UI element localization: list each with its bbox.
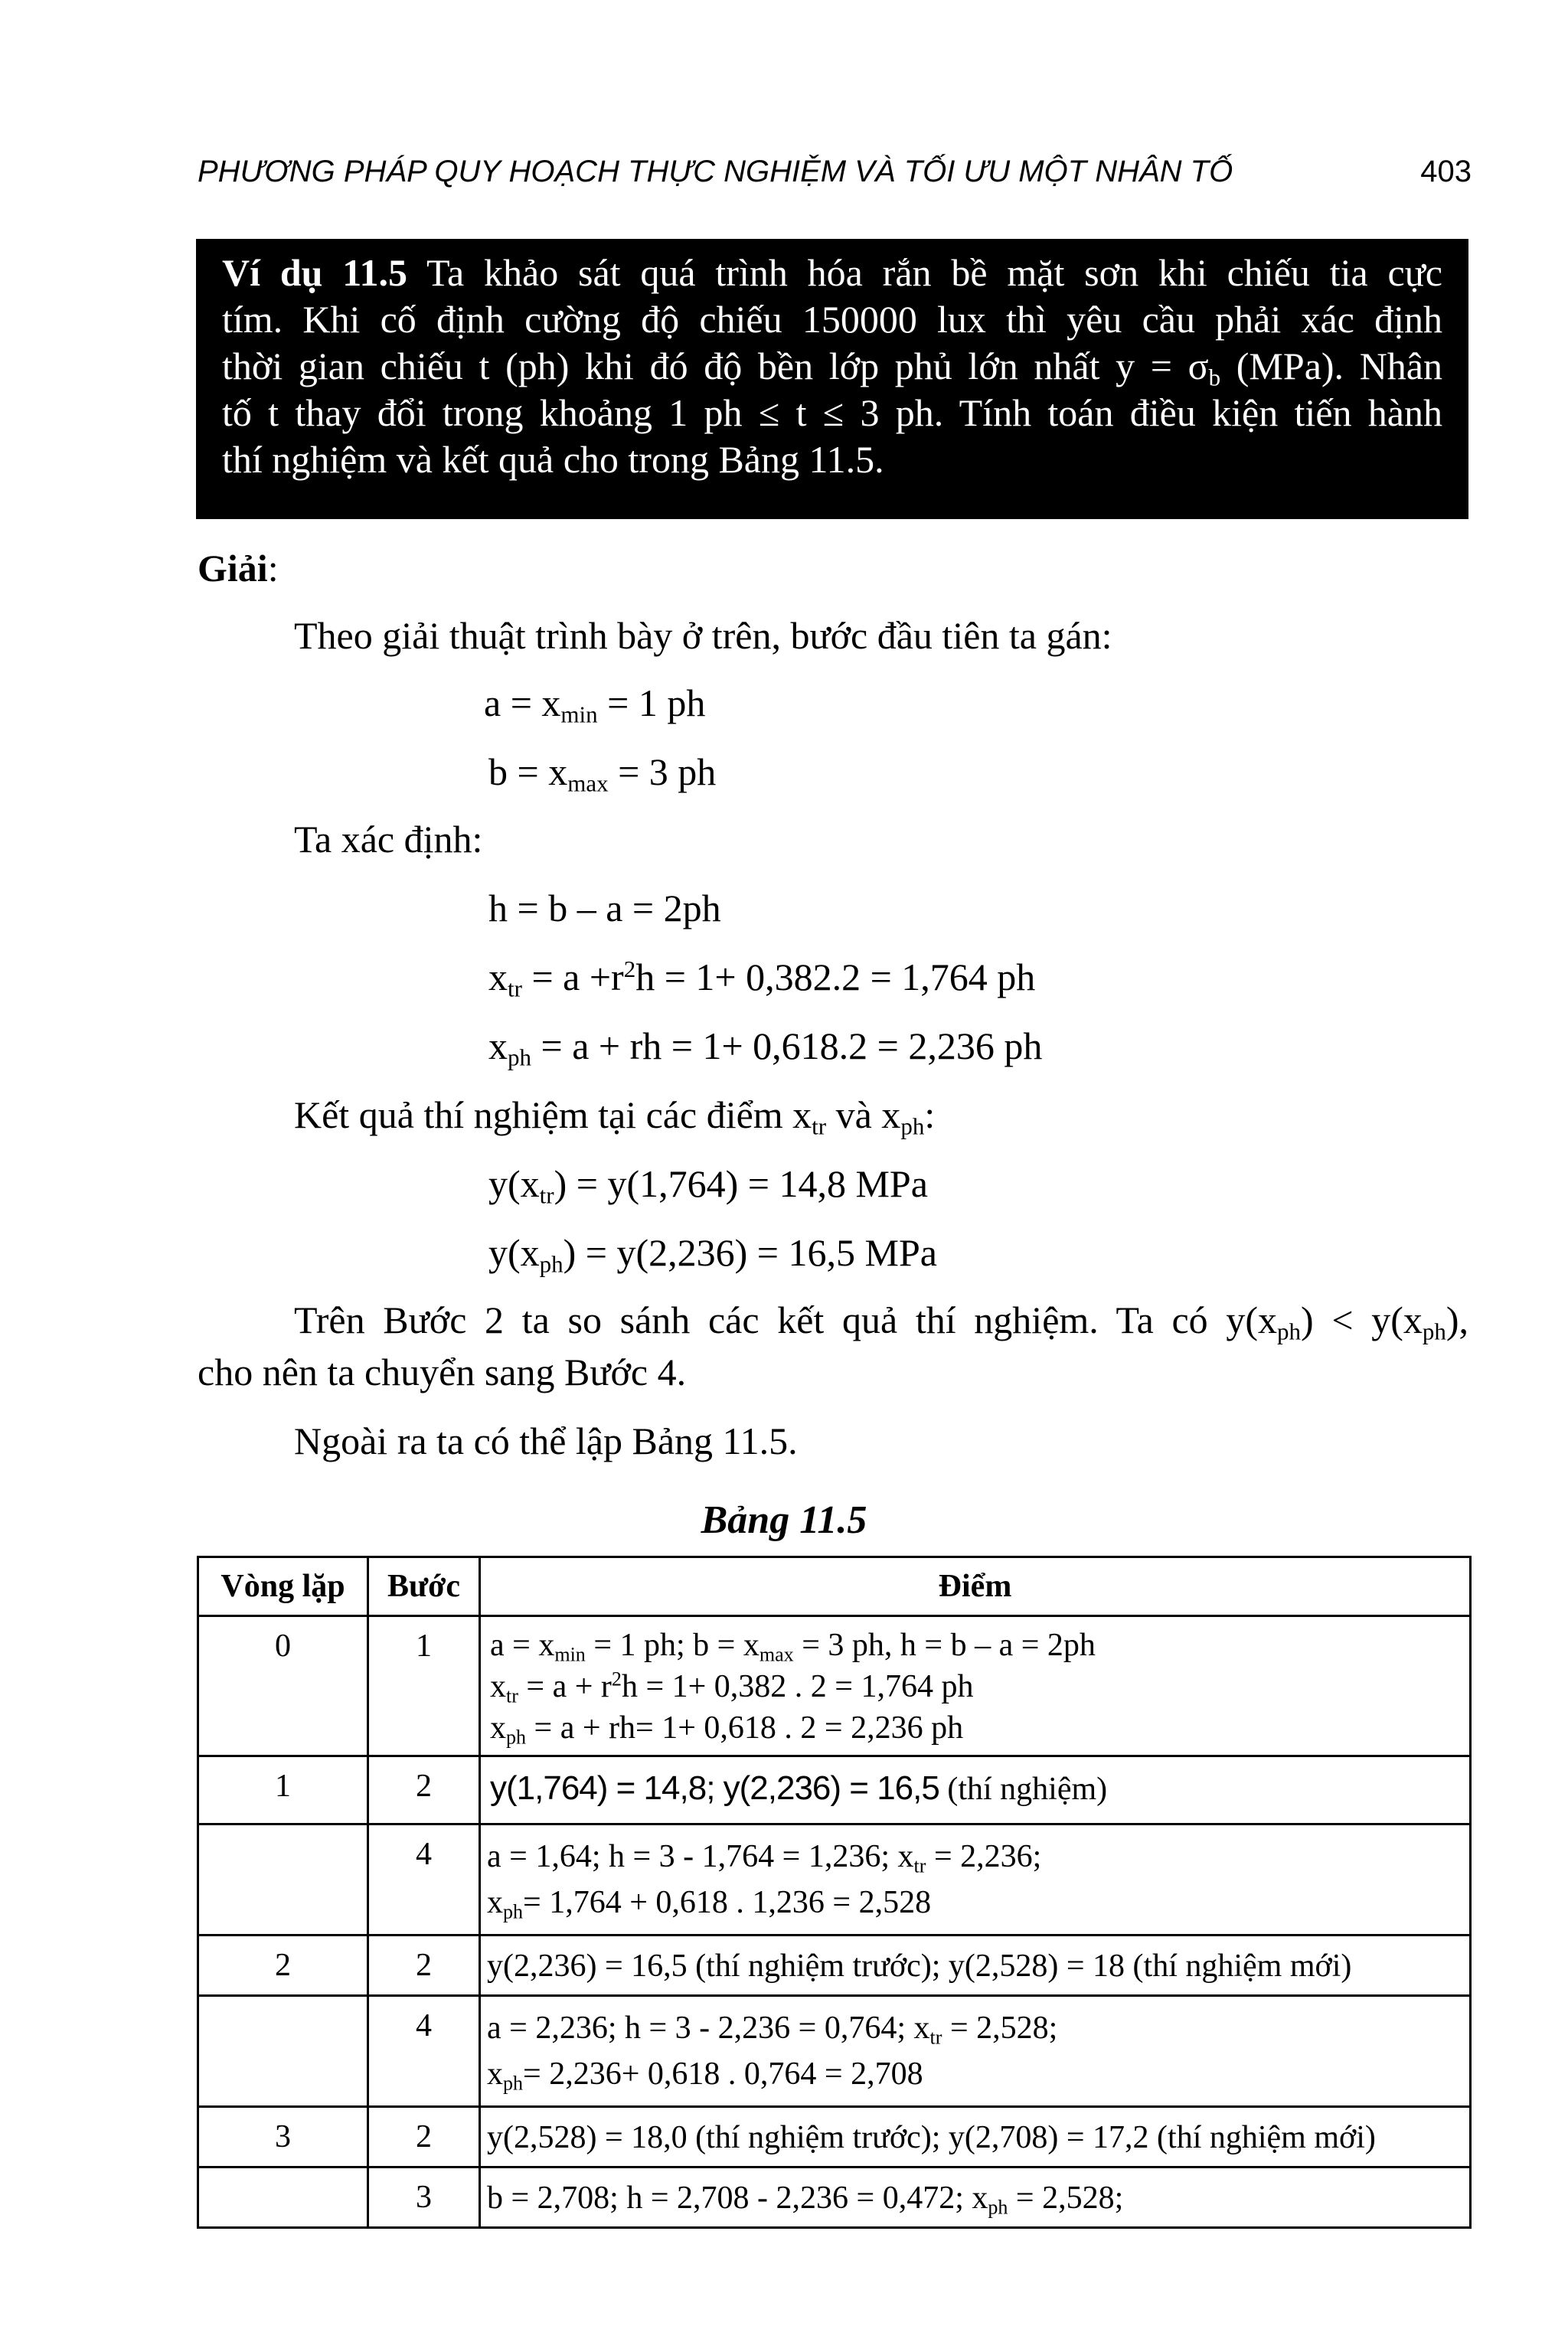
cell-points	[480, 2107, 1471, 2167]
solution-heading	[198, 545, 279, 591]
table-row	[198, 2167, 1471, 2228]
r5-l2-b: = 2,236+ 0,618 . 0,764 = 2,708	[523, 2056, 923, 2092]
example-line-5: thí nghiệm và kết quả cho trong Bảng 11.5.	[222, 438, 884, 481]
header-loop: Vòng lặp	[198, 1557, 368, 1616]
example-text-3b: (MPa). Nhân	[1220, 345, 1442, 387]
eq-b-pre: b = x	[488, 750, 568, 793]
compare-line-1	[294, 1297, 1468, 1343]
eq-xtr-pre: x	[488, 956, 508, 998]
point-line	[487, 2053, 1469, 2099]
eq-a-post: = 1 ph	[597, 681, 706, 724]
table-row	[198, 2107, 1471, 2167]
solution-intro: Theo giải thuật trình bày ở trên, bước đầu tiên ta gán:	[294, 614, 1112, 657]
eq-ytr-sub: tr	[539, 1181, 554, 1209]
result-text	[294, 1092, 935, 1138]
table-title: Bảng 11.5	[701, 1498, 867, 1542]
eq-ytr-pre: y(x	[488, 1162, 540, 1205]
eq-ytr	[488, 1161, 928, 1207]
eq-yph-sub: ph	[539, 1250, 564, 1278]
r7-l1: b = 2,708; h = 2,708 - 2,236 = 0,472; x	[487, 2180, 988, 2216]
cell-points	[480, 1824, 1471, 1936]
eq-xtr-sub: tr	[508, 975, 522, 1002]
eq-a-sub: min	[560, 701, 598, 728]
eq-xtr	[488, 954, 1035, 1000]
cell-loop: 2	[198, 1936, 368, 1996]
iteration-table	[197, 1556, 1472, 2229]
running-header	[198, 149, 1472, 194]
cell-loop: 1	[198, 1756, 368, 1824]
point-line	[487, 2007, 1469, 2053]
point-line	[490, 1768, 1469, 1809]
point-line	[487, 1882, 1469, 1928]
cell-step: 4	[368, 1824, 480, 1936]
result-pre: Kết quả thí nghiệm tại các điểm x	[294, 1093, 812, 1136]
example-sub-b: b	[1208, 364, 1221, 391]
point-line	[487, 1836, 1469, 1882]
running-title: PHƯƠNG PHÁP QUY HOẠCH THỰC NGHIỆM VÀ TỐI ƯU MỘT NHÂN TỐ	[198, 155, 1233, 188]
cell-step: 2	[368, 1936, 480, 1996]
r1-l3-sub: ph	[506, 1726, 527, 1749]
cell-loop: 3	[198, 2107, 368, 2167]
r1-l1-b: = 1 ph; b = x	[585, 1628, 760, 1663]
cell-points	[480, 1756, 1471, 1824]
example-line-3	[222, 343, 1442, 390]
r1-l2-c: h = 1+ 0,382 . 2 = 1,764 ph	[621, 1669, 974, 1704]
point-line	[490, 1625, 1469, 1666]
compare-a: Trên Bước 2 ta so sánh các kết quả thí nghiệm. Ta có y(x	[294, 1298, 1277, 1341]
eq-xtr-post: h = 1+ 0,382.2 = 1,764 ph	[635, 956, 1036, 998]
cell-step: 4	[368, 1996, 480, 2107]
example-text-1: Ta khảo sát quá trình hóa rắn bề mặt sơn khi chiếu tia cực	[407, 251, 1442, 294]
cell-step: 1	[368, 1616, 480, 1756]
table-row	[198, 1996, 1471, 2107]
r1-l2-sub: tr	[506, 1684, 518, 1707]
point-line: y(2,528) = 18,0 (thí nghiệm trước); y(2,708) = 17,2 (thí nghiệm mới)	[487, 2120, 1376, 2155]
cell-loop	[198, 2167, 368, 2228]
eq-a-pre: a = x	[484, 681, 561, 724]
eq-a	[484, 680, 705, 726]
solution-label: Giải	[198, 547, 268, 590]
table-header-row	[198, 1557, 1471, 1616]
r2-note: (thí nghiệm)	[939, 1772, 1108, 1807]
eq-b-post: = 3 ph	[608, 750, 717, 793]
example-line-4: tố t thay đổi trong khoảng 1 ph ≤ t ≤ 3 ph. Tính toán điều kiện tiến hành	[222, 391, 1442, 434]
point-line: y(2,236) = 16,5 (thí nghiệm trước); y(2,528) = 18 (thí nghiệm mới)	[487, 1949, 1352, 1984]
r3-l1: a = 1,64; h = 3 - 1,764 = 1,236; x	[487, 1839, 914, 1874]
r3-l2: x	[487, 1885, 503, 1920]
eq-yph-post: ) = y(2,236) = 16,5 MPa	[563, 1231, 937, 1274]
r1-l1-sub1: min	[554, 1643, 586, 1666]
compare-sub-1: ph	[1277, 1318, 1301, 1345]
eq-ytr-post: ) = y(1,764) = 14,8 MPa	[554, 1162, 928, 1205]
example-line-1	[222, 250, 1442, 296]
point-line	[487, 2177, 1469, 2219]
r7-l1-sub: ph	[988, 2196, 1008, 2219]
cell-step: 3	[368, 2167, 480, 2228]
result-post: :	[924, 1093, 936, 1136]
result-sub-tr: tr	[812, 1112, 827, 1140]
cell-points	[480, 2167, 1471, 2228]
eq-xph	[488, 1023, 1042, 1069]
eq-b	[488, 749, 716, 795]
compare-line-2: cho nên ta chuyển sang Bước 4.	[198, 1351, 687, 1393]
compare-b: ) < y(x	[1301, 1298, 1423, 1341]
result-sub-ph: ph	[900, 1112, 925, 1140]
cell-loop: 0	[198, 1616, 368, 1756]
r5-l1-sub: tr	[929, 2026, 942, 2049]
table-row	[198, 1756, 1471, 1824]
eq-xtr-sup: 2	[623, 955, 636, 982]
cell-loop	[198, 1824, 368, 1936]
result-mid: và x	[826, 1093, 901, 1136]
header-points: Điểm	[480, 1557, 1471, 1616]
r2-formula: y(1,764) = 14,8; y(2,236) = 16,5	[490, 1769, 939, 1807]
cell-loop	[198, 1996, 368, 2107]
table-row	[198, 1936, 1471, 1996]
cell-points	[480, 1996, 1471, 2107]
r1-l1-c: = 3 ph, h = b – a = 2ph	[793, 1628, 1096, 1663]
eq-b-sub: max	[567, 769, 609, 797]
table-row	[198, 1616, 1471, 1756]
r3-l1-sub: tr	[913, 1854, 926, 1877]
r3-l2-sub: ph	[503, 1900, 524, 1923]
example-text-3a: thời gian chiếu t (ph) khi đó độ bền lớp phủ lớn nhất y = σ	[222, 345, 1209, 387]
eq-yph	[488, 1230, 937, 1276]
r1-l2: x	[490, 1669, 506, 1704]
r1-l2-sup: 2	[611, 1668, 622, 1690]
solution-colon: :	[267, 547, 279, 590]
point-line	[490, 1707, 1469, 1749]
header-step: Bước	[368, 1557, 480, 1616]
compare-sub-2: ph	[1422, 1318, 1446, 1345]
cell-step: 2	[368, 1756, 480, 1824]
r1-l1: a = x	[490, 1628, 555, 1663]
r1-l3-b: = a + rh= 1+ 0,618 . 2 = 2,236 ph	[526, 1710, 964, 1746]
compare-c: ),	[1446, 1298, 1469, 1341]
r3-l2-b: = 1,764 + 0,618 . 1,236 = 2,528	[523, 1885, 932, 1920]
point-line	[490, 1666, 1469, 1707]
eq-xph-sub: ph	[508, 1044, 531, 1071]
eq-yph-pre: y(x	[488, 1231, 540, 1274]
cell-step: 2	[368, 2107, 480, 2167]
r7-l1-b: = 2,528;	[1008, 2180, 1124, 2216]
r1-l2-b: = a + r	[518, 1669, 612, 1704]
r5-l2-sub: ph	[503, 2072, 524, 2095]
r5-l1: a = 2,236; h = 3 - 2,236 = 0,764; x	[487, 2011, 930, 2046]
example-box	[196, 239, 1468, 519]
eq-xtr-mid: = a +r	[521, 956, 624, 998]
cell-points	[480, 1936, 1471, 1996]
page-number: 403	[1420, 155, 1472, 188]
cell-points	[480, 1616, 1471, 1756]
eq-h: h = b – a = 2ph	[488, 887, 721, 929]
r5-l2: x	[487, 2056, 503, 2092]
r3-l1-b: = 2,236;	[926, 1839, 1042, 1874]
table-row	[198, 1824, 1471, 1936]
example-line-2: tím. Khi cố định cường độ chiếu 150000 lux thì yêu cầu phải xác định	[222, 298, 1442, 341]
eq-xph-pre: x	[488, 1024, 508, 1067]
eq-xph-post: = a + rh = 1+ 0,618.2 = 2,236 ph	[531, 1024, 1043, 1067]
r1-l3: x	[490, 1710, 506, 1746]
determine-text: Ta xác định:	[294, 818, 483, 861]
example-label: Ví dụ 11.5	[222, 251, 408, 294]
r1-l1-sub2: max	[759, 1643, 794, 1666]
also-text: Ngoài ra ta có thể lập Bảng 11.5.	[294, 1419, 798, 1462]
r5-l1-b: = 2,528;	[942, 2011, 1058, 2046]
